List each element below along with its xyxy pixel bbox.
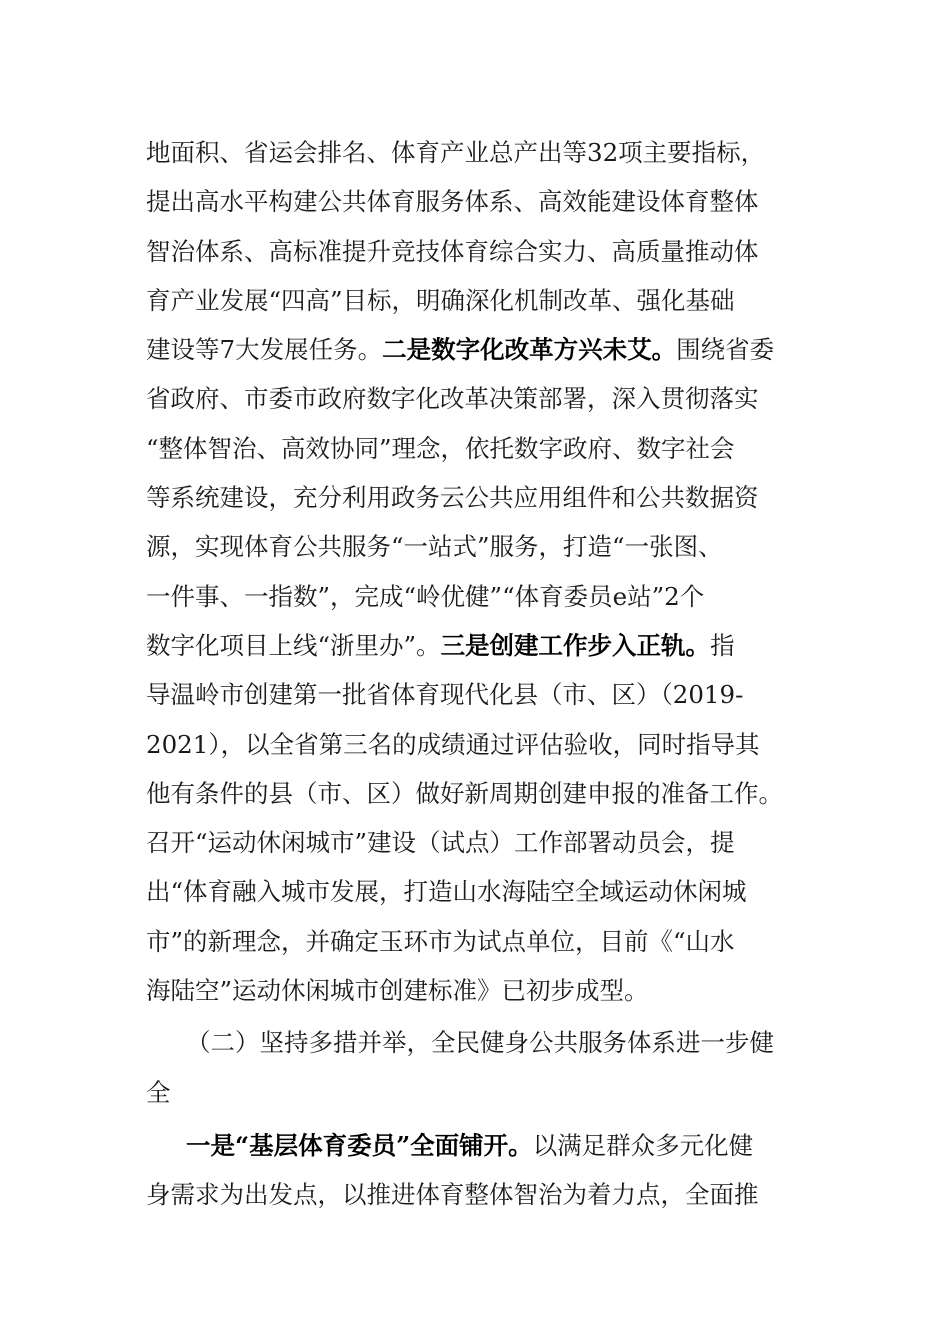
body-text-span: 一件事、一指数”，完成“岭优健”“体育委员e站”2个 — [146, 581, 705, 611]
bold-heading-text: 二是数字化改革方兴未艾。 — [382, 335, 677, 365]
body-text-span: 2021），以全省第三名的成绩通过评估验收，同时指导其 — [146, 729, 760, 759]
text-line — [146, 177, 806, 226]
body-text-span: 数字化项目上线“浙里办”。 — [146, 630, 441, 660]
body-text-span: 源，实现体育公共服务“一站式”服务，打造“一张图、 — [146, 532, 723, 562]
text-line — [146, 276, 806, 325]
text-line — [146, 473, 806, 522]
body-text-span: 指 — [710, 630, 735, 660]
body-text-span: 市”的新理念，并确定玉环市为试点单位，目前《“山水 — [146, 926, 735, 956]
body-text-span: 智治体系、高标准提升竞技体育综合实力、高质量推动体 — [146, 236, 759, 266]
bold-heading-text: 一是“基层体育委员”全面铺开。 — [186, 1130, 533, 1160]
body-text-span: 他有条件的县（市、区）做好新周期创建申报的准备工作。 — [146, 778, 783, 808]
text-line — [146, 1068, 806, 1117]
text-line — [146, 1170, 806, 1219]
text-line — [146, 128, 806, 177]
text-line — [146, 720, 806, 769]
text-line — [146, 917, 806, 966]
body-text-span: 建设等7大发展任务。 — [146, 335, 383, 365]
body-text-span: 全 — [146, 1077, 171, 1107]
body-text-span: 以满足群众多元化健 — [532, 1130, 754, 1160]
body-text-span: 导温岭市创建第一批省体育现代化县（市、区）（2019- — [146, 680, 744, 710]
body-text-span: 海陆空”运动休闲城市创建标准》已初步成型。 — [146, 976, 649, 1006]
text-line — [146, 325, 806, 374]
text-line — [146, 522, 806, 571]
body-text-span: 身需求为出发点，以推进体育整体智治为着力点，全面推 — [146, 1180, 759, 1210]
body-text-span: 召开“运动休闲城市”建设（试点）工作部署动员会，提 — [146, 828, 735, 858]
text-line — [146, 867, 806, 916]
bold-heading-text: 三是创建工作步入正轨。 — [440, 630, 711, 660]
text-line — [146, 424, 806, 473]
body-text-span: 出“体育融入城市发展，打造山水海陆空全域运动休闲城 — [146, 877, 747, 907]
text-line — [146, 374, 806, 423]
body-text-span: 地面积、省运会排名、体育产业总产出等32项主要指标， — [146, 138, 766, 167]
body-text — [146, 128, 806, 1220]
body-text-span: 育产业发展“四高”目标，明确深化机制改革、强化基础 — [146, 285, 735, 315]
body-text-span: 等系统建设，充分利用政务云公共应用组件和公共数据资 — [146, 483, 759, 513]
body-text-span: 省政府、市委市政府数字化改革决策部署，深入贯彻落实 — [146, 384, 759, 414]
text-line — [146, 1018, 806, 1067]
body-text-span: 围绕省委 — [676, 335, 775, 365]
text-line — [146, 769, 806, 818]
text-line — [146, 818, 806, 867]
text-line — [146, 621, 806, 670]
text-line — [146, 1121, 806, 1170]
text-line — [146, 227, 806, 276]
text-line — [146, 966, 806, 1015]
body-text-span: “整体智治、高效协同”理念，依托数字政府、数字社会 — [146, 433, 735, 463]
text-line — [146, 572, 806, 621]
body-text-span: 提出高水平构建公共体育服务体系、高效能建设体育整体 — [146, 187, 759, 217]
text-line — [146, 670, 806, 719]
body-text-span: （二）坚持多措并举，全民健身公共服务体系进一步健 — [186, 1028, 774, 1058]
